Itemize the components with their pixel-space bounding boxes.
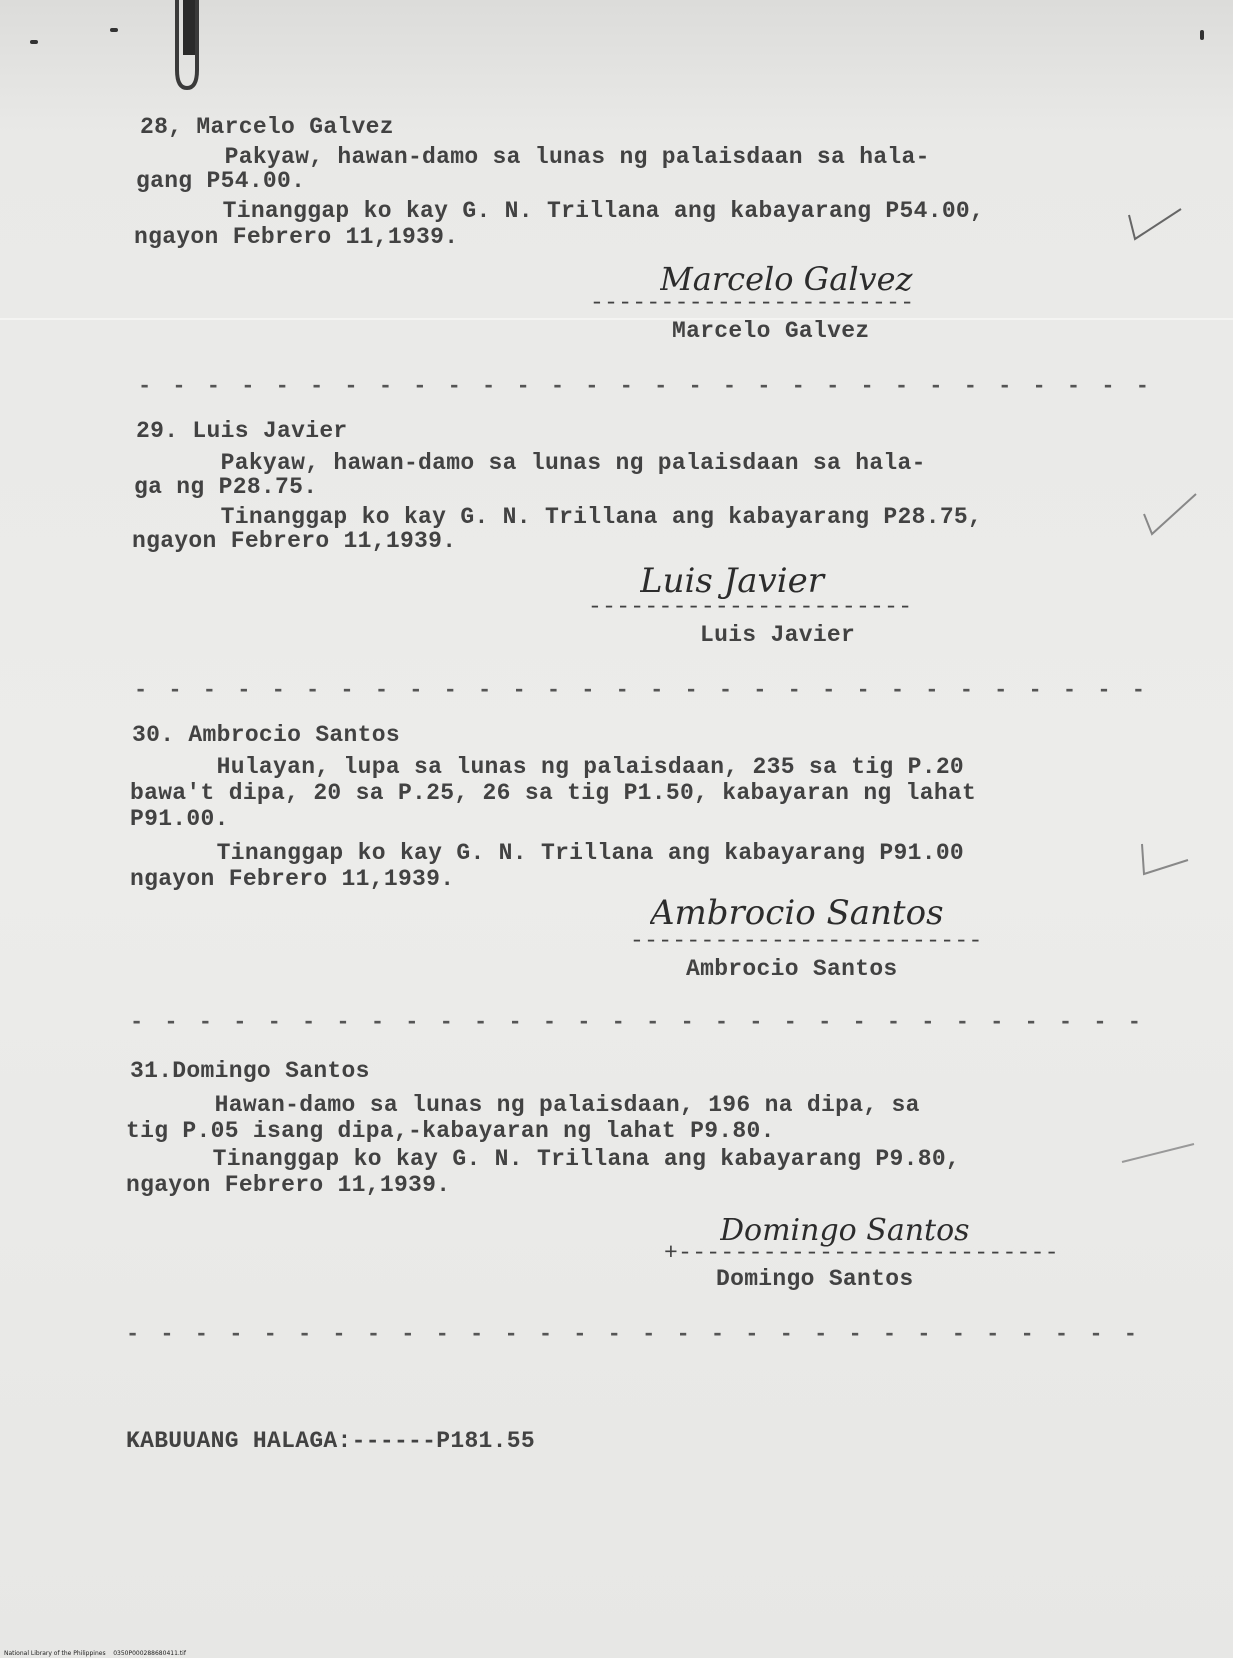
entry-receipt-line: ngayon Febrero 11,1939.: [126, 1172, 451, 1198]
entry-desc-line: ga ng P28.75.: [134, 474, 318, 500]
signatory-name: Domingo Santos: [716, 1266, 914, 1292]
signatory-name: Luis Javier: [700, 622, 856, 648]
entry-desc-line: Pakyaw, hawan-damo sa lunas ng palaisdaan sa hala-: [140, 144, 930, 170]
entry-desc-line: Hulayan, lupa sa lunas ng palaisdaan, 235 sa tig P.20: [132, 754, 965, 780]
binder-clip-mark: [165, 0, 205, 95]
entry-desc-line: Pakyaw, hawan-damo sa lunas ng palaisdaan sa hala-: [136, 450, 926, 476]
check-mark-icon: [1125, 205, 1185, 245]
signatory-name: Ambrocio Santos: [686, 956, 898, 982]
entry-desc-line: tig P.05 isang dipa,-kabayaran ng lahat P9.80.: [126, 1118, 775, 1144]
entry-desc-line: Hawan-damo sa lunas ng palaisdaan, 196 na dipa, sa: [130, 1092, 920, 1118]
signature-rule: -----------------------: [590, 290, 915, 316]
separator-line: - - - - - - - - - - - - - - - - - - - - - - - - - - - - - -: [130, 1010, 1145, 1035]
check-mark-icon: [1118, 1140, 1198, 1170]
separator-line: - - - - - - - - - - - - - - - - - - - - - - - - - - - - - -: [134, 678, 1149, 703]
check-mark-icon: [1138, 840, 1198, 880]
entry-heading: 31.Domingo Santos: [130, 1058, 370, 1084]
separator-line: - - - - - - - - - - - - - - - - - - - - - - - - - - - - - -: [138, 374, 1153, 399]
entry-receipt-line: Tinanggap ko kay G. N. Trillana ang kabayarang P9.80,: [128, 1146, 961, 1172]
entry-heading: 30. Ambrocio Santos: [132, 722, 400, 748]
entry-receipt-line: ngayon Febrero 11,1939.: [132, 528, 457, 554]
speck-mark: [110, 28, 118, 32]
separator-line: - - - - - - - - - - - - - - - - - - - - - - - - - - - - - -: [126, 1322, 1141, 1347]
entry-desc-line: gang P54.00.: [136, 168, 306, 194]
speck-mark: [30, 40, 38, 44]
svg-text:Marcelo Galvez: Marcelo Galvez: [660, 260, 913, 298]
entry-receipt-line: Tinanggap ko kay G. N. Trillana ang kabayarang P54.00,: [138, 198, 985, 224]
entry-heading: 29. Luis Javier: [136, 418, 348, 444]
total-amount: KABUUANG HALAGA:------P181.55: [126, 1428, 535, 1454]
svg-text:Domingo Santos: Domingo Santos: [720, 1213, 970, 1248]
entry-receipt-line: Tinanggap ko kay G. N. Trillana ang kabayarang P28.75,: [136, 504, 983, 530]
paper-fold: [0, 318, 1233, 320]
signature-rule: -------------------------: [630, 928, 983, 954]
entry-desc-line: P91.00.: [130, 806, 229, 832]
signature-rule: +---------------------------: [664, 1240, 1059, 1266]
svg-text:Ambrocio Santos: Ambrocio Santos: [650, 893, 944, 933]
archive-footer: National Library of the Philippines 0350P000288680411.tif: [4, 1650, 186, 1657]
entry-desc-line: bawa't dipa, 20 sa P.25, 26 sa tig P1.50, kabayaran ng lahat: [130, 780, 977, 806]
entry-receipt-line: Tinanggap ko kay G. N. Trillana ang kabayarang P91.00: [132, 840, 965, 866]
signature-rule: -----------------------: [588, 594, 913, 620]
speck-mark: [1200, 30, 1204, 40]
entry-heading: 28, Marcelo Galvez: [140, 114, 394, 140]
svg-text:Luis Javier: Luis Javier: [640, 561, 824, 601]
entry-receipt-line: ngayon Febrero 11,1939.: [130, 866, 455, 892]
entry-receipt-line: ngayon Febrero 11,1939.: [134, 224, 459, 250]
check-mark-icon: [1140, 490, 1200, 540]
signatory-name: Marcelo Galvez: [672, 318, 870, 344]
